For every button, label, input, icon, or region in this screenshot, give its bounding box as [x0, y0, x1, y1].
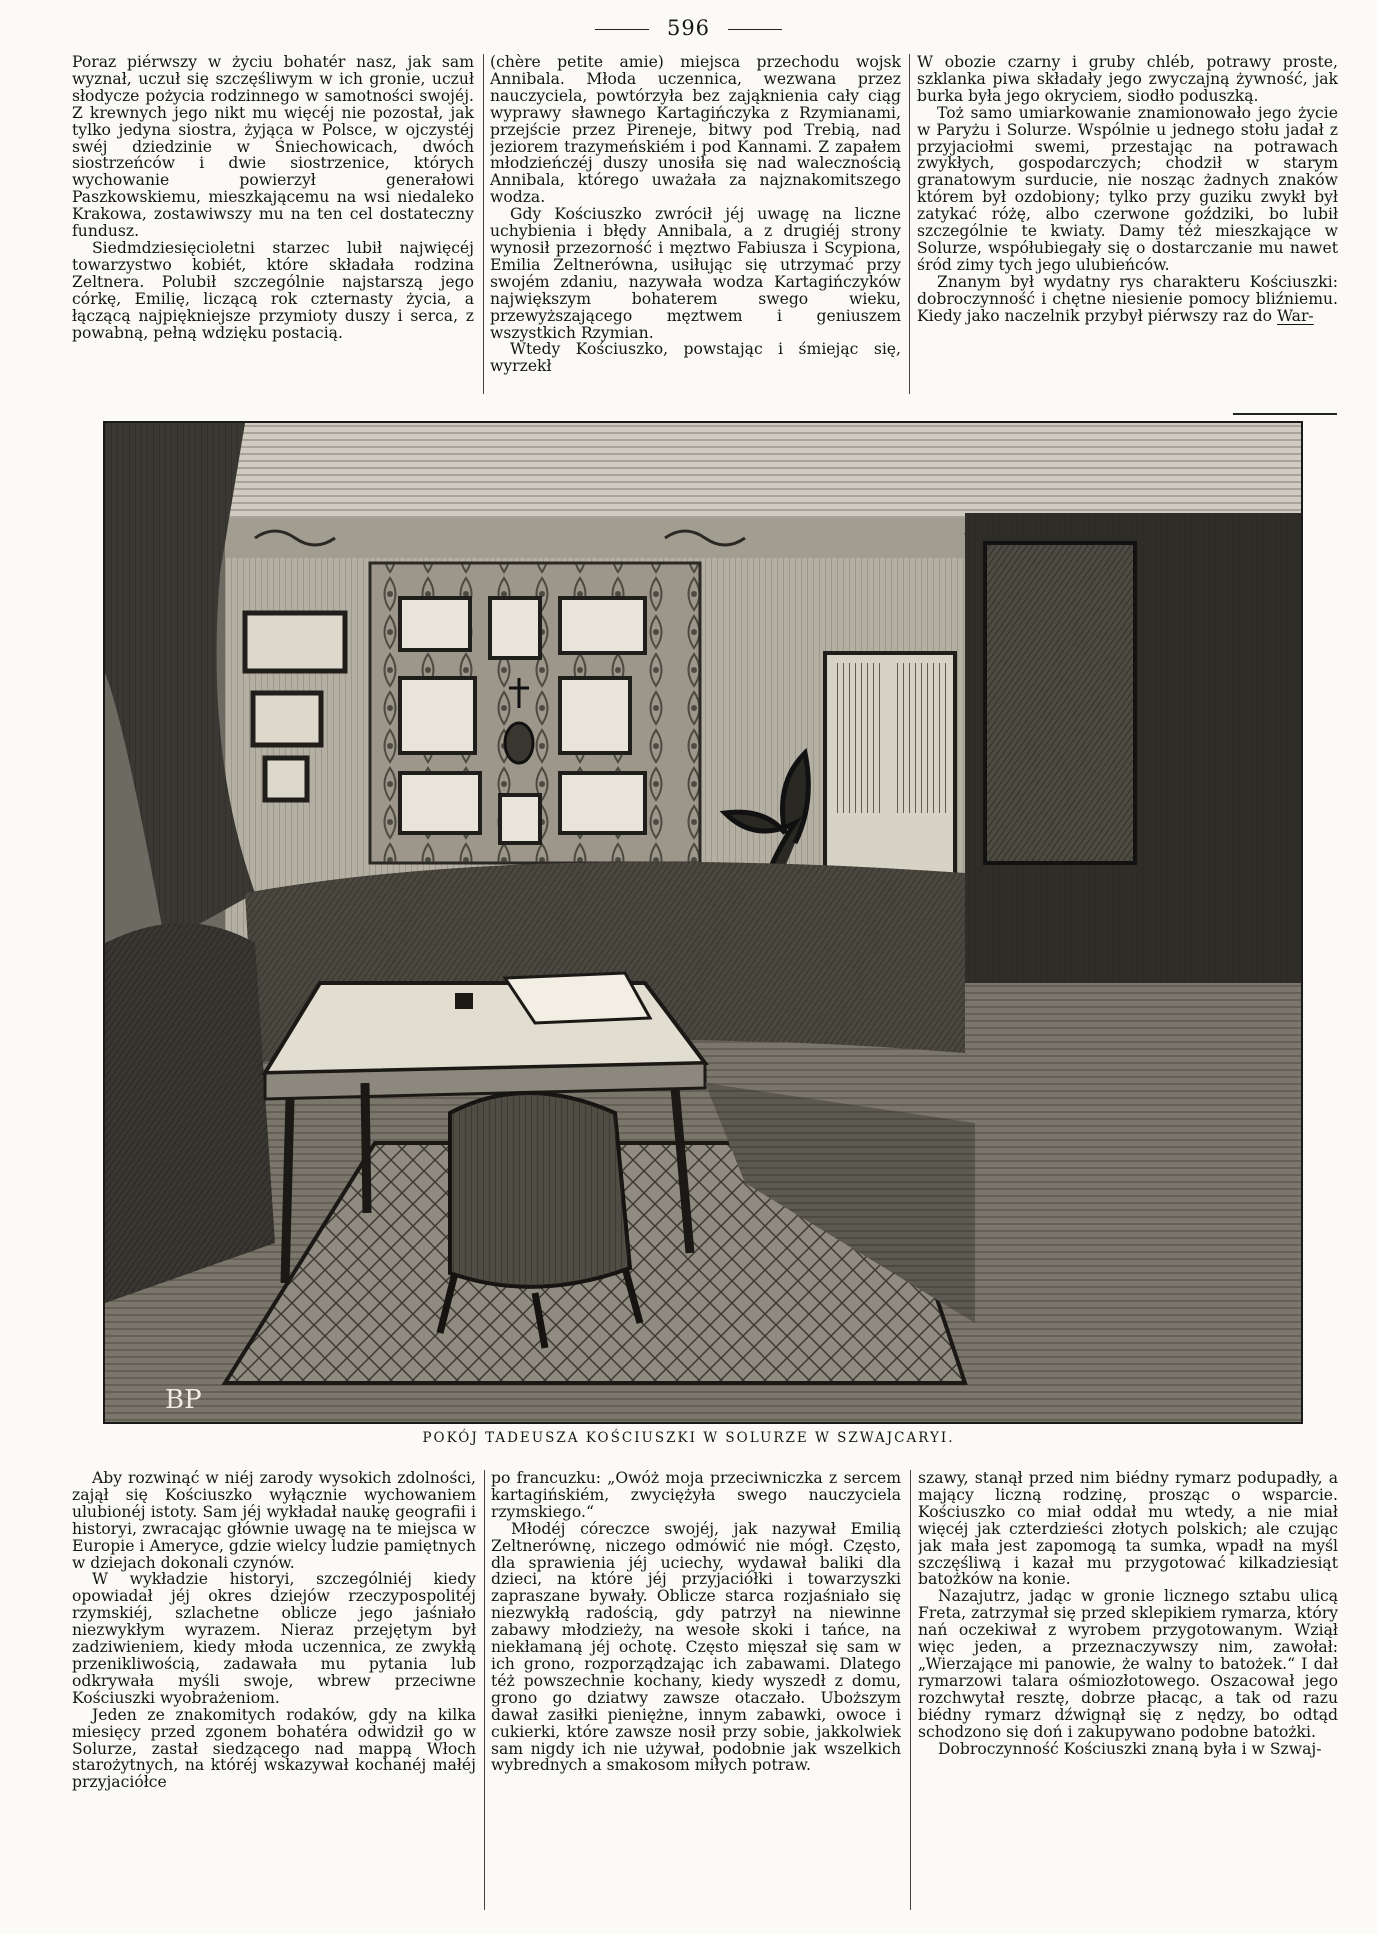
paragraph: Nazajutrz, jadąc w gronie licznego sztabu ulicą Freta, zatrzymał się przed sklepikiem rymarza, który nań oczekiwał z wyrobem przygotowanym. Wziął więc jeden, a przeznaczywszy nim, zawołał: „Wierzające mi panowie, że walny to batożek.“ I dał rymarzowi talara ośmiozłotowego. Oszacował jego rozchwytał resztę, dobrze płacąc, a tak od razu biédny rymarz dźwignął się z nędzy, bo odtąd schodzono się doń i zakupywano podobne batożki.	[918, 1587, 1338, 1741]
paragraph: Wtedy Kościuszko, powstając i śmiejąc się, wyrzekł	[490, 340, 901, 376]
paragraph: Młodéj córeczce swojéj, jak nazywał Emilią Zeltnerównę, niczego odmówić nie mógł. Często, dla sprawienia jéj uciechy, wydawał baliki dla dzieci, na które jéj przyjaciółki i towarzyszki zapraszane bywały. Oblicze starca rozjaśniało się niezwykłą radością, gdy patrzył na niewinne zabawy młodzieży, na wesołe skoki i tańce, na niekłamaną jéj ochotę. Często mięszał się sam w ich grono, rozporządzając ich zabawami. Dlatego téż powszechnie kochany, kiedy wyszedł z domu, grono go dziatwy zawsze otaczało. Uboższym dawał zasiłki pieniężne, innym zabawki, owoce i cukierki, które zawsze nosił przy sobie, jakkolwiek sam nigdy ich nie używał, podobnie jak wszelkich wybrednych a smakosom miłych potraw.	[491, 1519, 901, 1775]
column-rule	[910, 1470, 911, 1910]
page-number: 596	[0, 16, 1377, 40]
bottom-column-2	[491, 1470, 901, 1910]
hyphenated-word-start: War-	[1277, 306, 1314, 325]
paragraph: Poraz piérwszy w życiu bohatér nasz, jak sam wyznał, uczuł się szczęśliwym w ich gronie, uczuł słodycze pożycia rodzinnego w samotności swojéj. Z krewnych jego nikt mu więcéj nie pozostał, jak tylko jedyna siostra, żyjąca w Polsce, w ojczystéj swéj dziedzinie w Śniechowicach, dwóch siostrzeńców i dwie siostrzenice, których wychowanie powierzył generałowi Paszkowskiemu, mieszkającemu na wsi niedaleko Krakowa, zostawiwszy mu na ten cel dostateczny fundusz.	[72, 54, 474, 241]
column-rule	[909, 54, 910, 394]
section-separator	[1233, 413, 1337, 415]
paragraph: po francuzku: „Owóż moja przeciwniczka z sercem kartagińskiém, zwyciężyła swego nauczyciela rzymskiego.“	[491, 1470, 901, 1521]
paragraph: Gdy Kościuszko zwrócił jéj uwagę na liczne uchybienia i błędy Annibala, a z drugiéj strony wynosił przezorność i męztwo Fabiusza i Scypiona, Emilia Zeltnerówna, usiłując się utrzymać przy swojém zdaniu, nazywała wodza Kartagińczyków największym bohaterem swego wieku, przewyższającego męztwem i geniuszem wszystkich Rzymian.	[490, 205, 901, 342]
framed-picture	[400, 678, 475, 753]
column-rule	[484, 1470, 485, 1910]
framed-picture	[500, 795, 540, 843]
engraver-mark: BP	[165, 1385, 202, 1415]
figure-caption: POKÓJ TADEUSZA KOŚCIUSZKI W SOLURZE W SZWAJCARYI.	[422, 1430, 955, 1446]
top-column-3	[917, 54, 1338, 396]
framed-picture	[560, 678, 630, 753]
paragraph	[917, 274, 1338, 325]
paragraph: Aby rozwinąć w niéj zarody wysokich zdolności, zajął się Kościuszko wyłącznie wychowaniem ulubionéj istoty. Sam jéj wykładał naukę geografii i historyi, zwracając głównie uwagę na te miejsca w Europie i Ameryce, gdzie wielcy ludzie pamiętnych w dziejach dokonali czynów.	[72, 1470, 476, 1572]
paragraph: W wykładzie historyi, szczególniéj kiedy opowiadał jéj okres dziejów rzeczypospolitéj rzymskiéj, szlachetne oblicze jego jaśniało niezwykłym wyrazem. Nieraz przejętym był zadziwieniem, kiedy młoda uczennica, ze zwykłą przenikliwością, zadawała mu pytania lub odkrywała myśli swoje, wbrew przeciwne Kościuszki wyobrażeniom.	[72, 1570, 476, 1707]
framed-picture	[400, 598, 470, 650]
paragraph: Siedmdziesięcioletni starzec lubił najwięcéj towarzystwo kobiét, które składała rodzina Zeltnera. Polubił szczególnie najstarszą jego córkę, Emilię, liczącą rok czternasty życia, a łączącą najpiękniejsze przymioty duszy i serca, z powabną, pełną wdzięku postacią.	[72, 238, 474, 342]
framed-picture	[400, 773, 480, 833]
paragraph: Jeden ze znakomitych rodaków, gdy na kilka miesięcy przed zgonem bohatéra odwidził go w Solurze, zastał siedzącego nad mappą Włoch starożytnych, na któréj wskazywał kochanéj małéj przyjaciółce	[72, 1705, 476, 1792]
engraving-illustration	[103, 421, 1303, 1424]
framed-picture	[560, 598, 645, 653]
paragraph: W obozie czarny i gruby chléb, potrawy proste, szklanka piwa składały jego zwyczajną żywność, jak burka była jego okryciem, siodło poduszką.	[917, 54, 1338, 105]
framed-picture	[490, 598, 540, 658]
paragraph: Dobroczynność Kościuszki znaną była i w Szwaj-	[938, 1739, 1322, 1758]
paragraph: Toż samo umiarkowanie znamionowało jego życie w Paryżu i Solurze. Wspólnie u jednego stołu jadał z przyjaciołmi swemi, przestając na potrawach zwykłych, gospodarczych; chodził w starym granatowym surducie, nie nosząc żadnych znaków którem był ozdobiony; tylko przy guziku zwykł był zatykać różę, albo czerwone goździki, bo lubił szczególnie te kwiaty. Damy téż mieszkające w Solurze, współubiegały się o dostarczanie mu nawet śród zimy tych jego ulubieńców.	[917, 103, 1338, 274]
bottom-column-3	[918, 1470, 1338, 1910]
oval-portrait	[505, 723, 533, 763]
top-column-2	[490, 54, 901, 394]
bottom-column-1	[72, 1470, 476, 1910]
paragraph: (chère petite amie) miejsca przechodu wojsk Annibala. Młoda uczennica, wezwana przez nauczyciela, powtórzyła bez zająknienia cały ciąg wyprawy sławnego Kartagińczyka z Rzymianami, przejście przez Pireneje, bitwy pod Trebią, nad jeziorem trazymeńskiém i pod Kannami. Z zapałem młodzieńczéj duszy unosiła się nad walecznością Annibala, którego uważała za najznakomitszego wodza.	[490, 54, 901, 207]
top-column-1	[72, 54, 474, 394]
text-run: Znanym był wydatny rys charakteru Kościuszki: dobroczynność i chętne niesienie pomocy bliźniemu. Kiedy jako naczelnik przybył piérwszy raz do	[917, 272, 1338, 325]
inkwell	[455, 993, 473, 1009]
paragraph: szawy, stanął przed nim biédny rymarz podupadły, a mający liczną rodzinę, prosząc o wsparcie. Kościuszko co miał oddał mu wtedy, a nie miał więcéj jak czterdzieści złotych polskich; ale czując jak mała jest zapomogą ta sumka, wpadł na myśl szczęśliwą i kazał mu przygotować kilkadziesiąt batożków na konie.	[918, 1470, 1338, 1589]
column-rule	[483, 54, 484, 394]
framed-picture	[560, 773, 645, 833]
